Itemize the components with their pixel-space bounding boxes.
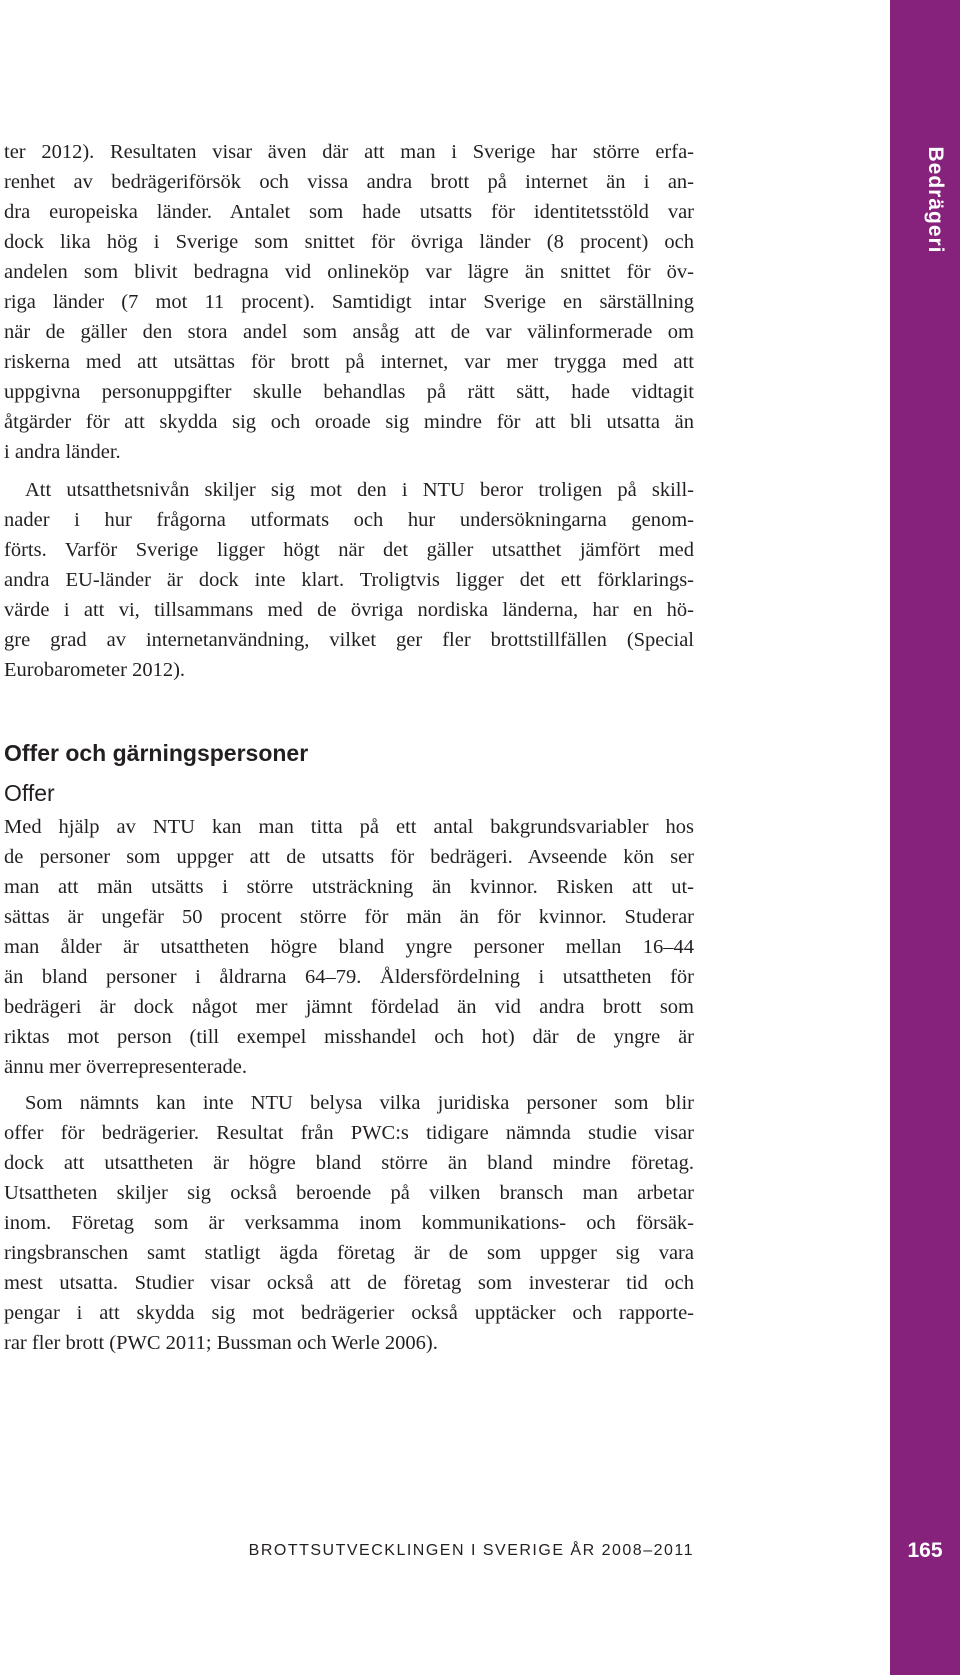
body-line: dock lika hög i Sverige som snittet för övriga länder (8 procent) och <box>4 231 694 253</box>
body-line: dock att utsattheten är högre bland större än bland mindre företag. <box>4 1152 694 1174</box>
body-line: Som nämnts kan inte NTU belysa vilka juridiska personer som blir <box>25 1092 694 1114</box>
body-line: riga länder (7 mot 11 procent). Samtidigt intar Sverige en särställning <box>4 291 694 313</box>
body-line: rar fler brott (PWC 2011; Bussman och Werle 2006). <box>4 1332 438 1354</box>
body-line: i andra länder. <box>4 441 121 463</box>
body-line: man att män utsätts i större utsträckning än kvinnor. Risken att ut- <box>4 876 694 898</box>
body-line: Med hjälp av NTU kan man titta på ett antal bakgrundsvariabler hos <box>4 816 694 838</box>
body-line: Att utsatthetsnivån skiljer sig mot den i NTU beror troligen på skill- <box>25 479 694 501</box>
body-line: bedrägeri är dock något mer jämnt fördelad än vid andra brott som <box>4 996 694 1018</box>
section-heading: Offer och gärningspersoner <box>4 740 309 766</box>
section-title: Bedrägeri <box>924 146 947 254</box>
body-line: värde i att vi, tillsammans med de övriga nordiska länderna, har en hö- <box>4 599 694 621</box>
body-line: ter 2012). Resultaten visar även där att man i Sverige har större erfa- <box>4 141 694 163</box>
body-line: pengar i att skydda sig mot bedrägerier också upptäcker och rapporte- <box>4 1302 694 1324</box>
body-line: Eurobarometer 2012). <box>4 659 186 681</box>
body-line: mest utsatta. Studier visar också att de företag som investerar tid och <box>4 1272 694 1294</box>
body-line: uppgivna personuppgifter skulle behandlas på rätt sätt, hade vidtagit <box>4 381 694 403</box>
running-footer: BROTTSUTVECKLINGEN I SVERIGE ÅR 2008–2011 <box>248 1542 694 1559</box>
body-line: förts. Varför Sverige ligger högt när det gäller utsatthet jämfört med <box>4 539 694 561</box>
body-line: gre grad av internetanvändning, vilket ger fler brottstillfällen (Special <box>4 629 694 651</box>
body-line: ringsbranschen samt statligt ägda företag är de som uppger sig vara <box>4 1242 694 1264</box>
body-line: riskerna med att utsättas för brott på internet, var mer trygga med att <box>4 351 694 373</box>
body-line: ännu mer överrepresenterade. <box>4 1056 248 1078</box>
body-line: nader i hur frågorna utformats och hur undersökningarna genom- <box>4 509 694 531</box>
body-line: renhet av bedrägeriförsök och vissa andra brott på internet än i an- <box>4 171 694 193</box>
body-line: än bland personer i åldrarna 64–79. Åldersfördelning i utsattheten för <box>4 966 694 988</box>
body-line: de personer som uppger att de utsatts för bedrägeri. Avseende kön ser <box>4 846 694 868</box>
body-line: inom. Företag som är verksamma inom kommunikations- och försäk- <box>4 1212 694 1234</box>
body-line: offer för bedrägerier. Resultat från PWC:s tidigare nämnda studie visar <box>4 1122 694 1144</box>
body-line: Utsattheten skiljer sig också beroende på vilken bransch man arbetar <box>4 1182 694 1204</box>
body-line: andra EU-länder är dock inte klart. Troligtvis ligger det ett förklarings- <box>4 569 694 591</box>
body-line: riktas mot person (till exempel misshandel och hot) där de yngre är <box>4 1026 694 1048</box>
page-number: 165 <box>907 1539 943 1562</box>
body-line: åtgärder för att skydda sig och oroade sig mindre för att bli utsatta än <box>4 411 694 433</box>
body-line: man ålder är utsattheten högre bland yngre personer mellan 16–44 <box>4 936 694 958</box>
body-line: andelen som blivit bedragna vid onlineköp var lägre än snittet för öv- <box>4 261 694 283</box>
body-line: sättas är ungefär 50 procent större för män än för kvinnor. Studerar <box>4 906 694 928</box>
body-line: dra europeiska länder. Antalet som hade utsatts för identitetsstöld var <box>4 201 694 223</box>
body-line: när de gäller den stora andel som ansåg att de var välinformerade om <box>4 321 694 343</box>
subsection-heading: Offer <box>4 780 55 806</box>
